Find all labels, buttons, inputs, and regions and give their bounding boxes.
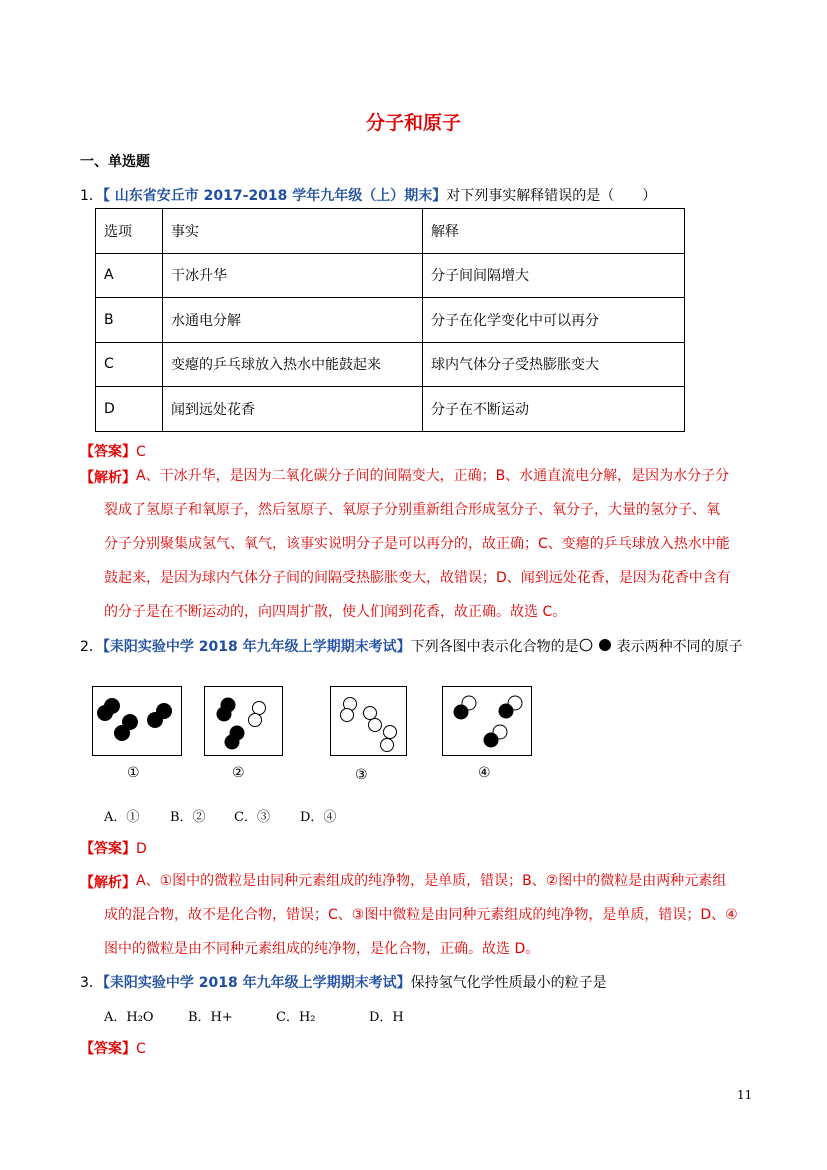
white-atom-icon: [580, 639, 592, 651]
analysis-2-line-1: A、①图中的微粒是由同种元素组成的纯净物，是单质，错误；B、②图中的微粒是由两种元素组: [136, 873, 727, 889]
answer-label: 【答案】: [80, 444, 136, 460]
table-cell: 分子在不断运动: [423, 387, 685, 432]
question-source: 耒阳实验中学 2018 年九年级上学期期末考试: [109, 639, 397, 655]
white-atom-icon: [384, 726, 397, 739]
analysis-label: 【解析】: [80, 470, 136, 486]
black-atom-icon: [484, 733, 499, 748]
question-3-line: [80, 972, 607, 992]
figure-label-1: ①: [127, 765, 140, 781]
facts-table: [95, 208, 685, 432]
answer-3: [80, 1038, 146, 1058]
table-row: [96, 298, 685, 343]
analysis-1-line-3: 分子分别聚集成氢气、氧气，该事实说明分子是可以再分的，故正确；C、变瘪的乒乓球放入热水中能: [104, 536, 730, 552]
answer-1: [80, 441, 146, 461]
figure-label-3: ③: [355, 767, 368, 783]
table-cell: 球内气体分子受热膨胀变大: [423, 342, 685, 387]
section-heading: 一、单选题: [80, 154, 150, 170]
question-number: 1．: [80, 188, 103, 204]
atom-legend: [579, 638, 617, 652]
black-atom-icon: [499, 704, 514, 719]
option-d: D．H: [369, 1010, 404, 1025]
source-bracket-close: 】: [396, 639, 411, 655]
page-number: 11: [737, 1088, 753, 1102]
analysis-1-line-2: 裂成了氢原子和氧原子，然后氢原子、氧原子分别重新组合形成氢分子、氧分子，大量的氢分子、氧: [104, 502, 720, 518]
question-stem: 对下列事实解释错误的是（ ）: [446, 188, 657, 204]
option-c: C．③: [234, 810, 270, 825]
table-cell: 变瘪的乒乓球放入热水中能鼓起来: [163, 342, 423, 387]
white-atom-icon: [369, 719, 382, 732]
black-atom-icon: [104, 698, 120, 714]
table-cell: C: [96, 342, 163, 387]
table-cell: B: [96, 298, 163, 343]
table-cell: 闻到远处花香: [163, 387, 423, 432]
table-cell: 分子间间隔增大: [423, 253, 685, 298]
source-bracket-close: 】: [432, 188, 447, 204]
table-header-row: [96, 209, 685, 254]
option-c: C．H₂: [276, 1010, 316, 1025]
table-cell: 水通电分解: [163, 298, 423, 343]
answer-value: C: [136, 1041, 146, 1057]
question-source: 山东省安丘市 2017-2018 学年九年级（上）期末: [109, 188, 433, 204]
question-number: 2．: [80, 639, 103, 655]
question-source: 耒阳实验中学 2018 年九年级上学期期末考试: [109, 975, 397, 991]
table-cell: 干冰升华: [163, 253, 423, 298]
table-row: [96, 387, 685, 432]
table-header-cell: 选项: [96, 209, 163, 254]
black-atom-icon: [114, 725, 130, 741]
page-title: 分子和原子: [365, 112, 461, 134]
option-b: B．②: [170, 810, 206, 825]
source-bracket-open: 【: [102, 639, 110, 655]
analysis-label: 【解析】: [80, 875, 136, 891]
analysis-1-line-4: 鼓起来，是因为球内气体分子间的间隔受热膨胀变大，故错误；D、闻到远处花香，是因为花香中含有: [104, 570, 731, 586]
white-atom-icon: [253, 702, 266, 715]
analysis-1-line-5: 的分子是在不断运动的，向四周扩散，使人们闻到花香，故正确。故选 C。: [104, 604, 567, 620]
table-header-cell: 事实: [163, 209, 423, 254]
option-a: A．H₂O: [104, 1010, 154, 1025]
option-d: D．④: [300, 810, 337, 825]
white-atom-icon: [364, 707, 377, 720]
figure-box-3: [330, 686, 407, 756]
answer-2: [80, 838, 147, 858]
source-bracket-open: 【: [102, 188, 110, 204]
white-atom-icon: [381, 739, 394, 752]
analysis-2-line-3: 图中的微粒是由不同种元素组成的纯净物，是化合物，正确。故选 D。: [104, 941, 540, 957]
figure-box-2: [204, 686, 283, 756]
source-bracket-open: 【: [102, 975, 110, 991]
white-atom-icon: [249, 714, 262, 727]
question-2-line: [80, 636, 743, 656]
black-atom-icon: [217, 707, 232, 722]
white-atom-icon: [341, 709, 354, 722]
table-cell: 分子在化学变化中可以再分: [423, 298, 685, 343]
black-atom-icon: [225, 735, 240, 750]
source-bracket-close: 】: [396, 975, 411, 991]
figure-box-1: [92, 686, 182, 756]
question-stem: 下列各图中表示化合物的是: [410, 639, 579, 655]
question-stem: 保持氢气化学性质最小的粒子是: [410, 975, 607, 991]
option-b: B．H+: [188, 1010, 233, 1025]
question-number: 3．: [80, 975, 103, 991]
question-1-line: [80, 185, 656, 205]
figure-label-4: ④: [478, 765, 491, 781]
black-atom-icon: [156, 703, 172, 719]
option-a: A．①: [104, 810, 140, 825]
black-atom-icon: [599, 639, 611, 651]
table-cell: A: [96, 253, 163, 298]
answer-label: 【答案】: [80, 841, 136, 857]
question-stem-tail: 表示两种不同的原子: [616, 639, 743, 655]
analysis-2-line-2: 成的混合物，故不是化合物，错误；C、③图中微粒是由同种元素组成的纯净物，是单质，错误；D、④: [104, 907, 738, 923]
black-atom-icon: [454, 705, 469, 720]
table-header-cell: 解释: [423, 209, 685, 254]
table-cell: D: [96, 387, 163, 432]
answer-value: D: [136, 841, 147, 857]
answer-label: 【答案】: [80, 1041, 136, 1057]
answer-value: C: [136, 444, 146, 460]
table-row: [96, 342, 685, 387]
table-row: [96, 253, 685, 298]
figure-box-4: [442, 686, 532, 756]
figure-label-2: ②: [232, 765, 245, 781]
analysis-1-line-1: A、干冰升华，是因为二氧化碳分子间的间隔变大，正确；B、水通直流电分解，是因为水分子分: [136, 468, 730, 484]
